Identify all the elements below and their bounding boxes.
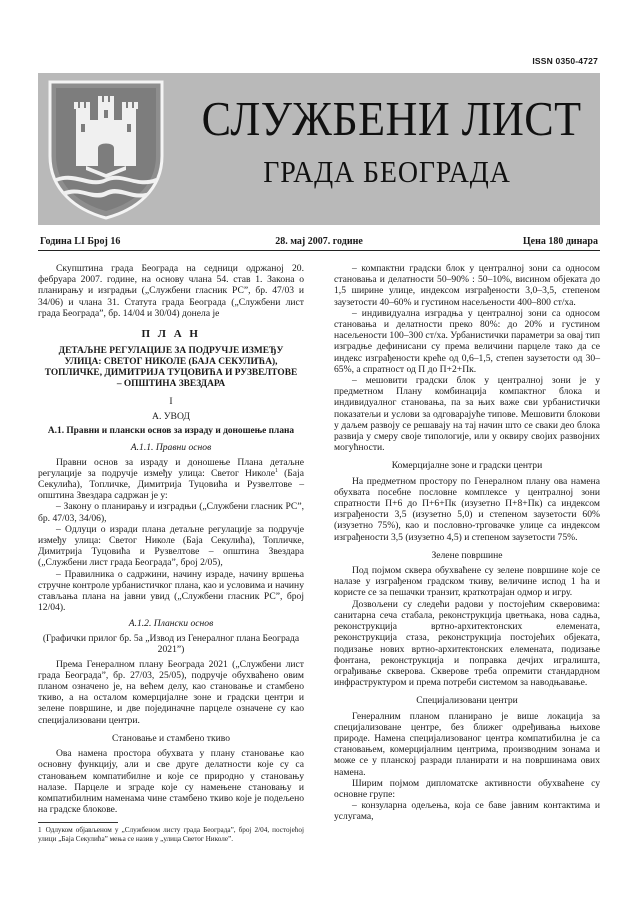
- section-heading-a11: А.1.1. Правни основ: [130, 442, 212, 454]
- section-heading-a1: А.1. Правни и плански основ за израду и доношење плана: [47, 426, 295, 437]
- subheading-housing: Становање и стамбено ткиво: [111, 732, 231, 744]
- intro-paragraph: Скупштина града Београда на седници одржаној 20. фебруара 2007. године, на основу члана 54. став 1. Закона о планирању и изградњи („Службени гласник РС”, бр. 47/03 и 34/06) и члана 31. Статута града Београда („Службени лист града Београда”, бр. 14/04 и 30/04) донела је: [38, 263, 304, 319]
- issue-date: 28. мај 2007. године: [275, 236, 363, 247]
- belgrade-coat-of-arms-icon: [46, 78, 166, 220]
- specialized-centers-item-1: – конзуларна одељења, која се баве јавним контактима и услугама,: [334, 800, 600, 823]
- subheading-commercial: Комерцијалне зоне и градски центри: [391, 460, 543, 472]
- publication-title: СЛУЖБЕНИ ЛИСТ: [201, 91, 582, 146]
- individual-housing-paragraph: – индивидуална изградња у централној зони са односом становања и делатности преко 80%: до 20% и густином насељености 100–300 ст/ха. Урбанистички параметри за овај тип изградње дефинисани су према величини парцеле тако да се индекс изграђености креће од 0,6–1,5, степен заузетости од 30–65%, а спратност од П до П+2+Пк.: [334, 307, 600, 375]
- general-plan-paragraph: Према Генералном плану Београда 2021 („Службени лист града Београда”, бр. 27/03, 25/05), подручје обухваћено овим планом означено је, на већем делу, као становање и стамбено ткиво, а на осталом комерцијалне зоне и градски центри и зелене површине, и две појединачне парцеле означене су као специјализовани центри.: [38, 658, 304, 726]
- section-heading-a12: А.1.2. Плански основ: [128, 618, 214, 630]
- housing-paragraph: Ова намена простора обухвата у плану становање као основну функцију, али и све друге делатности које су са становањем компатибилне и које се природно у становању налазе. Парцеле и зграде које су намењене становању и компатибилним наменама чине стамбено ткиво које је подељено на градске блокове.: [38, 748, 304, 816]
- issue-year-number: Година LI Број 16: [40, 236, 121, 247]
- issue-price: Цена 180 динара: [522, 236, 598, 247]
- footnote: [38, 826, 304, 843]
- plan-heading: П Л А Н: [141, 328, 201, 341]
- subheading-specialized-centers: Специјализовани центри: [416, 695, 518, 707]
- header-divider: [38, 250, 600, 251]
- footnote-reference: 1: [274, 467, 278, 474]
- subheading-green-areas: Зелене површине: [431, 549, 503, 561]
- legal-basis-item-3: – Правилника о садржини, начину израде, начину вршења стручне контроле урбанистичког плана, као и условима и начину стављања плана на јавни увид („Службени гласник РС”, број 12/04).: [38, 568, 304, 614]
- issue-info-bar: [38, 236, 600, 250]
- right-column: [334, 263, 600, 823]
- part-numeral: I: [169, 396, 173, 408]
- specialized-centers-paragraph-1: Генералним планом планирано је више локација за специјализоване центре, без ближег одређивања њихове природе. Намена специјализованог центра компатибилна је са становањем, комерцијалним центрима, производним зонама и може се у планској разради планирати и на површинама ових намена.: [334, 710, 600, 778]
- masthead-banner: [38, 73, 600, 225]
- legal-basis-paragraph: Правни основ за израду и доношење Плана детaљне регулације за подручје између улица: Светог Николе$^1$ (Баја Секулића), Топличке, Димитрија Туцовића и Рузвелтове – општина Звездара садржан је у:: [38, 456, 304, 502]
- legal-basis-item-2: – Одлуци о изради плана детаљне регулације за подручје између улица: Светог Николе (Баја Секулића), Топличке, Димитрија Туцовића и Рузвелтове – општина Звездара („Службени лист града Београда”, број 2/05),: [38, 523, 304, 569]
- legal-basis-item-1: – Закону о планирању и изградњи („Службени гласник РС”, бр. 47/03, 34/06),: [38, 501, 304, 524]
- green-areas-paragraph-2: Дозвољени су следећи радови у постојећим скверовима: санитарна сеча стабала, реконструкција цветњака, нова садња, реконструкција вртно-архитектонских елемената, реконструкција стаза, реконструкција постојећих објеката, подизање нових вртно-архитектонских елемената, подизање фонтана, реконструкција и поправка дечјих игралишта, ограђивање скверова. Скверове треба опремити стандардном инфраструктуром и према потреби системом за наводњавање.: [334, 598, 600, 689]
- footnote-number: 1: [38, 826, 42, 835]
- section-heading-a: А. УВОД: [152, 411, 190, 423]
- specialized-centers-paragraph-2: Ширим појмом дипломатске активности обухваћене су основне групе:: [334, 777, 600, 800]
- issn-label: ISSN 0350-4727: [532, 56, 598, 66]
- green-areas-paragraph-1: Под појмом сквера обухваћене су зелене површине које се налазе у изграђеном градском ткиву, величине испод 1 ha и користе се за пешачки транзит, краткотрајан одмор и игру.: [334, 565, 600, 599]
- left-column: [38, 263, 304, 843]
- compact-block-paragraph: – компактни градски блок у централној зони са односом становања и делатности 50–90% : 50–10%, висином објеката до 1,5 ширине улице, индексом изграђености 3,0–3,5, степеном заузетости 40–60% и густином насељености 400–800 ст/ха.: [334, 263, 600, 308]
- graphic-attachment-caption: (Графички прилог бр. 5a „Извод из Генералног плана Београда 2021”): [42, 632, 300, 655]
- publication-subtitle: ГРАДА БЕОГРАДА: [263, 154, 511, 189]
- footnote-text: Одлуком објављеном у „Службеном листу града Београда”, број 2/04, постојећој улици „Баја Секулића” мења се назив у „улица Светог Николе”.: [38, 826, 304, 843]
- footnote-divider: [38, 822, 118, 823]
- commercial-paragraph: На предметном простору по Генералном плану ова намена обухвата посебне пословне комплексе у централној зони спратности П+6 до П+6+Пк (изузетно П+8+Пк) са индексом изграђености 3,5 (изузетно 5,0) и степеном заузетости 60% (изузетно 75%), као и пословно-трговачке улице са индексом изграђености 3,5 (изузетно 4,5) и степеном заузетости 75%.: [334, 475, 600, 543]
- mixed-block-paragraph: – мешовити градски блок у централној зони је у предметном Плану комбинација компактног блока и индивидуалног становања, па за њих важе сви урбанистички показатељи и услови за одговарајуће типове. Мешовити блокови у даљем развоју се решавају на тај начин што се сваки део блока развија у смеру своје типологије, или у оквиру својих развојних могућности.: [334, 375, 600, 454]
- plan-title: ДЕТАЉНЕ РЕГУЛАЦИЈЕ ЗА ПОДРУЧЈЕ ИЗМЕЂУ УЛИЦА: СВЕТОГ НИКОЛЕ (БАЈА СЕКУЛИЋА), ТОПЛИЧКЕ, ДИМИТРИЈА ТУЦОВИЋА И РУЗВЕЛТОВЕ – ОПШТИНА ЗВЕЗДАРА: [44, 346, 298, 390]
